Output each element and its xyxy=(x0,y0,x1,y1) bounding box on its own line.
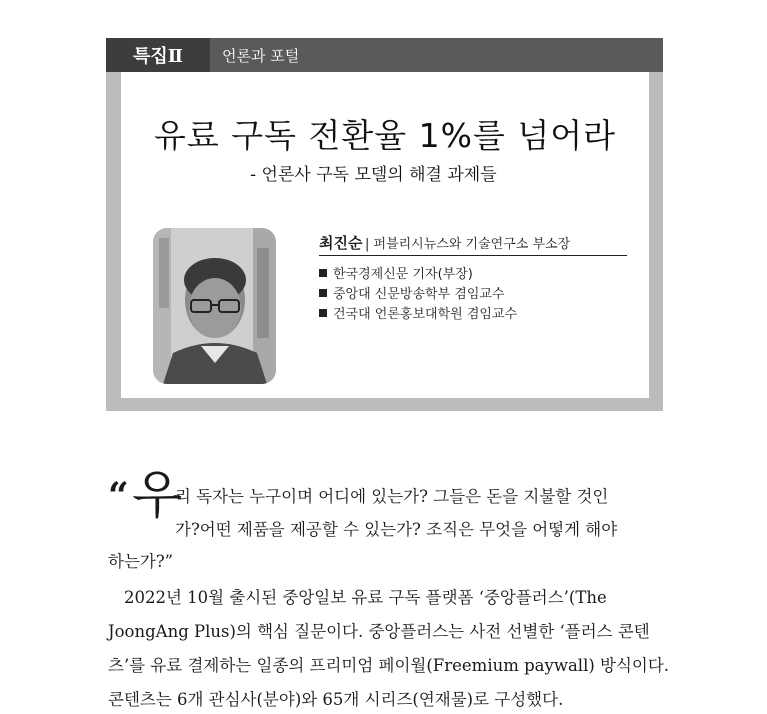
open-quote-mark: “ xyxy=(108,475,129,517)
body-line: 츠’를 유료 결제하는 일종의 프리미엄 페이월(Freemium paywall) 방식이다. xyxy=(108,656,670,675)
article-subtitle: - 언론사 구독 모델의 해결 과제들 xyxy=(250,165,497,185)
article-title: 유료 구독 전환율 1%를 넘어라 xyxy=(154,116,616,155)
author-divider xyxy=(319,255,627,256)
author-photo xyxy=(153,228,276,384)
body-line: JoongAng Plus)의 핵심 질문이다. 중앙플러스는 사전 선별한 ‘플러스 콘텐 xyxy=(108,622,650,641)
bullet-square-icon xyxy=(319,289,327,297)
bio-item: 건국대 언론홍보대학원 겸임교수 xyxy=(319,303,517,322)
drop-cap: 우 xyxy=(132,466,183,526)
bio-item: 한국경제신문 기자(부장) xyxy=(319,263,473,282)
body-line: 콘텐츠는 6개 관심사(분야)와 65개 시리즈(연재물)로 구성했다. xyxy=(108,690,564,709)
bullet-square-icon xyxy=(319,269,327,277)
body-line: 가?어떤 제품을 제공할 수 있는가? 조직은 무엇을 어떻게 해야 xyxy=(175,520,618,539)
author-portrait-image xyxy=(153,228,276,384)
section-subtitle: 언론과 포털 xyxy=(222,46,300,65)
bio-item: 중앙대 신문방송학부 겸임교수 xyxy=(319,283,505,302)
author-name: 최진순 xyxy=(319,234,363,252)
bullet-square-icon xyxy=(319,309,327,317)
body-line: 하는가?” xyxy=(108,552,174,571)
author-affiliation: | 퍼블리시뉴스와 기술연구소 부소장 xyxy=(365,237,571,252)
body-line: 리 독자는 누구이며 어디에 있는가? 그들은 돈을 지불할 것인 xyxy=(175,487,609,506)
body-line: 2022년 10월 출시된 중앙일보 유료 구독 플랫폼 ‘중앙플러스’(The xyxy=(124,588,607,607)
section-tag: 특집Ⅱ xyxy=(106,38,210,72)
